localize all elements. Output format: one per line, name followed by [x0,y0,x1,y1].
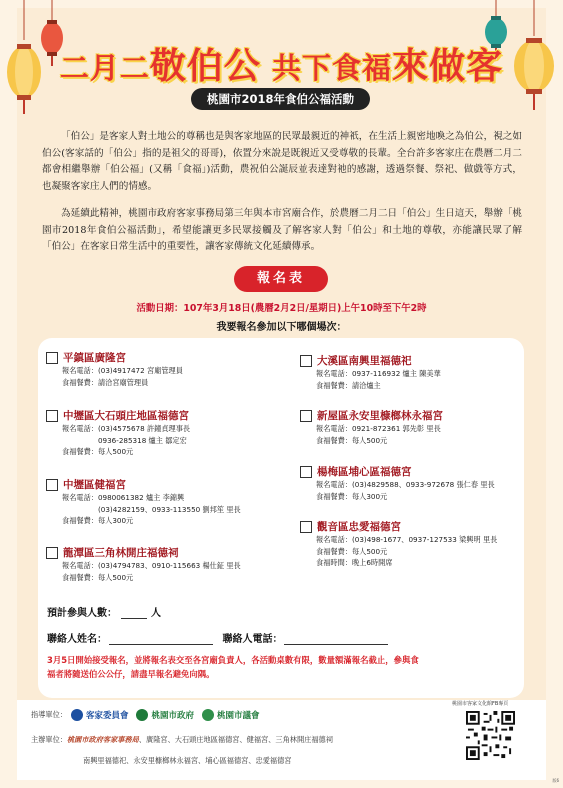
option-time: 食福時間：晚上6時開席 [316,558,393,567]
checkbox[interactable] [300,410,312,422]
org-taoyuan-gov: 桃園市政府 [136,709,194,721]
option-phone: 報名電話：0937-116932 爐主 陳美華 [316,369,441,378]
option-name: 中壢區健福宮 [63,479,126,491]
subtitle-badge: 桃園市2018年食伯公福活動 [191,88,370,110]
option-fee: 食福餐費：每人500元 [62,447,134,456]
title-part-2: 敬伯公 [149,46,261,87]
intro-paragraph-1: 「伯公」是客家人對土地公的尊稱也是與客家地區的民眾最親近的神祇，在生活上親密地喚之為伯公，視之如伯公(客家話的「伯公」指的是祖父的哥哥)，依置分來說是既親近又受尊敬的長輩。全台許多客家庄在農曆二月二都會相繼舉辦「伯公福」(又稱「食福」)活動，農祝伯公誕辰並表達對祂的感謝，透過祭餐、祭祀、做戲等方式，也凝聚客家庄人們的情感。 [42,131,522,192]
guidance-units [31,709,268,721]
checkbox[interactable] [46,410,58,422]
option-zhongli-dashitou[interactable] [46,408,190,458]
option-name: 新屋區永安里槺榔林永福宮 [317,410,443,422]
option-fee: 食福餐費：每人300元 [62,516,134,525]
registration-notice: 3月5日開始接受報名，並將報名表交至各宮廟負責人，各活動桌數有限，數量額滿報名截止，參與食福者將隨送伯公公仔，請盡早報名避免向隅。 [47,655,419,679]
option-fee: 食福餐費：請洽宮廟管理員 [62,377,149,387]
option-zhongli-jianfu[interactable] [46,477,241,527]
option-longtan[interactable] [46,545,241,583]
option-name: 中壢區大石頭庄地區福德宮 [63,410,189,422]
title-part-4: 來做客 [392,46,504,87]
option-fee: 食福餐費：每人500元 [316,546,388,556]
option-pingzhen[interactable] [46,350,183,388]
participant-count-row [47,604,161,619]
registration-question: 我要報名參加以下哪個場次： [216,322,347,333]
option-phone-2: (03)4282159、0933-113550 劉邦笙 里長 [62,504,241,514]
option-phone: 報名電話：(03)4794783、0910-115663 楊仕鉦 里長 [62,561,241,570]
option-name: 龍潭區三角林開庄福德祠 [63,547,179,559]
contact-phone-field[interactable] [284,633,388,645]
option-phone: 報名電話：0980061382 爐主 李錦興 [62,493,185,502]
title-part-1: 二月二 [59,51,150,85]
host-label: 主辦單位： [31,735,67,744]
taoyuan-council-logo-icon [202,709,214,721]
participant-count-field[interactable] [121,607,147,619]
option-fee: 食福餐費：每人500元 [62,572,134,582]
hakka-council-logo-icon [71,709,83,721]
title-part-3: 共下食福 [272,51,393,85]
participant-count-label: 預計參與人數： [47,608,117,619]
option-phone: 報名電話：(03)4829588、0933-972678 張仁春 里長 [316,480,495,489]
option-name: 觀音區忠愛福德宮 [317,521,401,533]
option-phone: 報名電話：(03)4575678 許鐘貞理事長 [62,424,191,433]
option-name: 楊梅區埔心區福德宮 [317,466,412,478]
checkbox[interactable] [46,352,58,364]
fb-page-label: 桃園市客家文化館FB專頁 [452,701,509,707]
checkbox[interactable] [300,355,312,367]
guide-label: 指導單位： [31,710,67,719]
contact-row [47,630,394,645]
option-phone: 報名電話：(03)4917472 宮廟管理員 [62,366,183,375]
option-phone: 報名電話：0921-872361 郭先彰 里長 [316,424,441,433]
option-fee: 食福餐費：請洽爐主 [316,380,381,390]
host-line-1: 、廣隆宮、大石頭庄地區福德宮、健福宮、三角林開庄福德祠 [138,735,333,744]
option-phone: 報名電話：(03)498-1677、0937-127533 梁興明 里長 [316,535,498,544]
option-name: 平鎮區廣隆宮 [63,352,126,364]
registration-heading: 報名表 [234,266,328,292]
participant-count-unit: 人 [151,608,161,619]
option-daxi[interactable] [300,353,441,391]
contact-phone-label: 聯絡人電話： [222,634,283,645]
checkbox[interactable] [300,466,312,478]
main-title [0,38,563,89]
option-xinwu[interactable] [300,408,443,446]
option-fee: 食福餐費：每人500元 [316,435,388,445]
option-name: 大溪區南興里福德祀 [317,355,412,367]
checkbox[interactable] [300,521,312,533]
org-taoyuan-council: 桃園市議會 [202,709,260,721]
option-yangmei[interactable] [300,464,495,502]
taoyuan-gov-logo-icon [136,709,148,721]
checkbox[interactable] [46,479,58,491]
option-phone-2: 0936-285318 爐主 鄒定宏 [62,435,187,445]
contact-name-field[interactable] [109,633,213,645]
contact-name-label: 聯絡人姓名： [47,634,107,645]
option-fee: 食福餐費：每人300元 [316,491,388,501]
host-units [31,735,333,745]
intro-paragraph-2: 為延續此精神，桃園市政府客家事務局第三年與本市宮廟合作，於農曆二月二日「伯公」生日這天，舉辦「桃園市2018年食伯公福活動」，希望能讓更多民眾接觸及了解客家人對「伯公」和土地的尊敬，亦能讓民眾了解「伯公」在客家日常生活中的重要性，讓客家傳統文化延續傳承。 [42,208,522,252]
option-guanyin[interactable] [300,519,497,569]
checkbox[interactable] [46,547,58,559]
host-org-logo: 桃園市政府客家事務局 [66,735,139,744]
page-corner-mark: 版6 [552,778,559,783]
event-date: 活動日期：107年3月18日(農曆2月2日/星期日)上午10時至下午2時 [136,303,427,314]
org-hakka-council: 客家委員會 [71,709,129,721]
qr-code-icon[interactable] [466,711,515,760]
host-line-2: 南興里福德祀、永安里槺榔林永福宮、埔心區福德宮、忠愛福德宮 [83,756,292,765]
